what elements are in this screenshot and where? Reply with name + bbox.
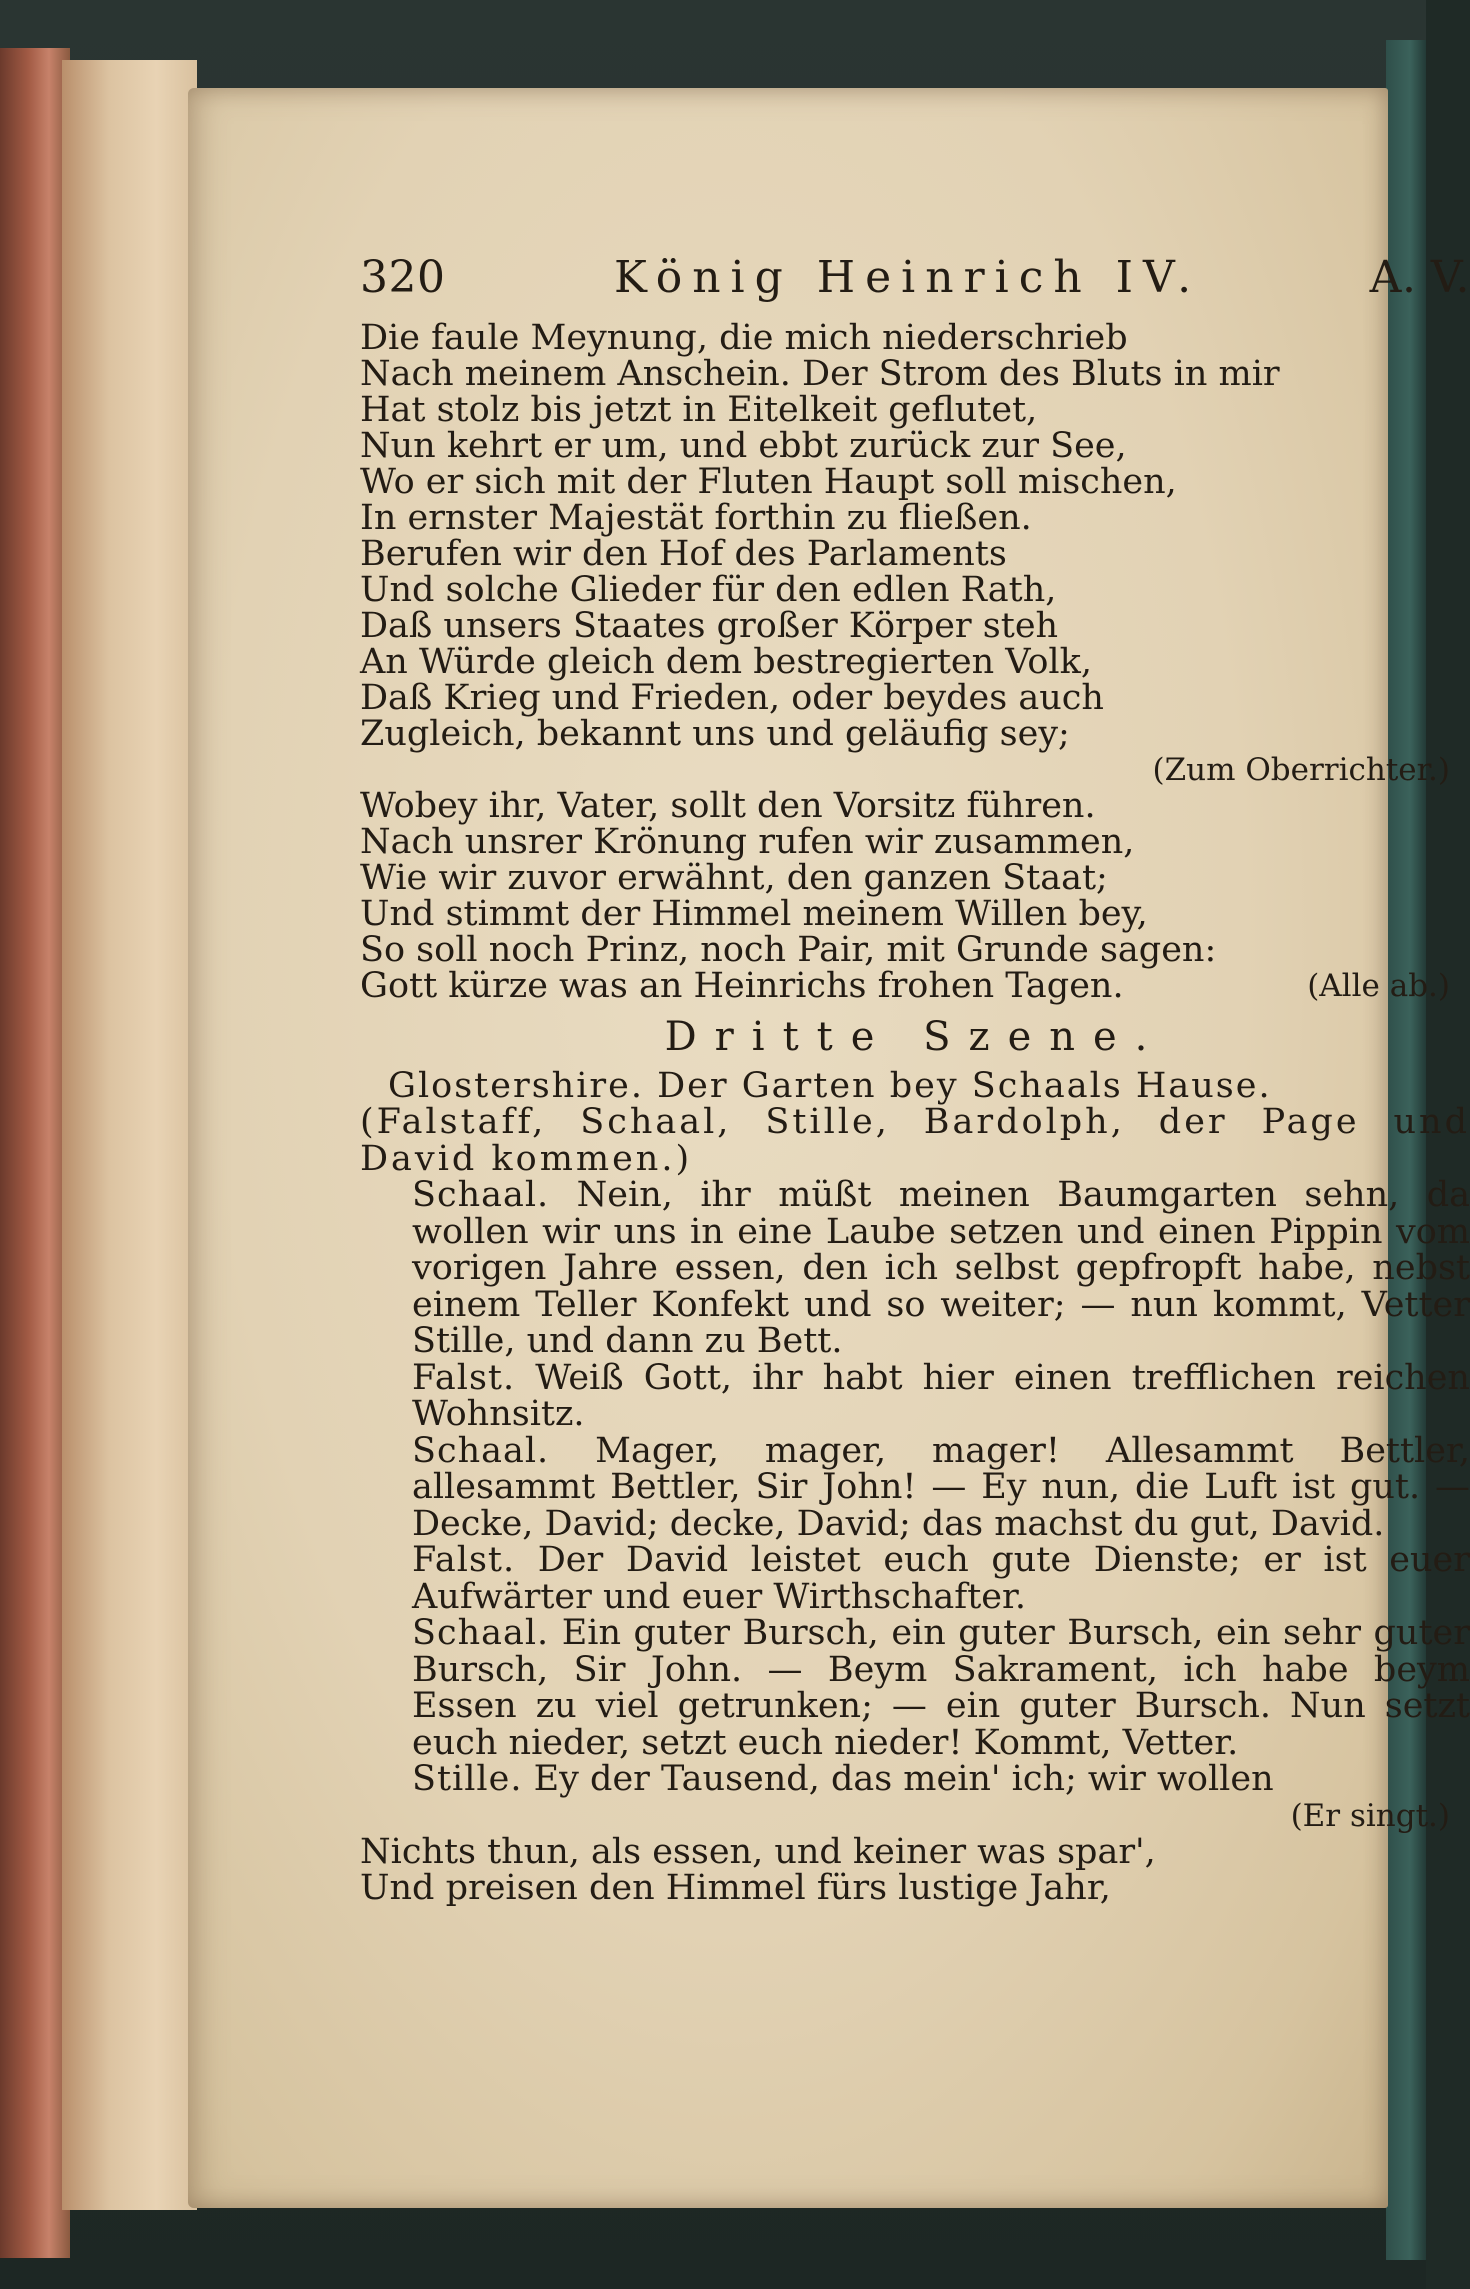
page-edges — [62, 60, 197, 2210]
page-text — [360, 248, 1470, 1906]
song-line: Nichts thun, als essen, und keiner was spar', — [360, 1831, 1156, 1872]
speaker-name: Falst. — [412, 1357, 516, 1398]
verse-line-with-exit — [360, 968, 1470, 1004]
verse-line: Zugleich, bekannt uns und geläufig sey; — [360, 714, 1070, 754]
speech-text: Weiß Gott, ihr habt hier einen trefflichen reichen Wohnsitz. — [412, 1357, 1470, 1434]
speaker-name: Falst. — [412, 1540, 516, 1580]
dialogue — [360, 1177, 1470, 1798]
stage-direction: (Zum Oberrichter.) — [1152, 752, 1450, 788]
running-header — [360, 248, 1470, 308]
verse-line: Und stimmt der Himmel meinem Willen bey, — [360, 894, 1148, 934]
scene-heading: Dritte Szene. — [664, 1014, 1166, 1060]
verse-line: Und solche Glieder für den edlen Rath, — [360, 570, 1057, 610]
verse-line: So soll noch Prinz, noch Pair, mit Grunde sagen: — [360, 930, 1217, 970]
stage-entry: (Falstaff, Schaal, Stille, Bardolph, der Page und David kommen.) — [360, 1102, 1470, 1179]
speaker-name: Schaal. — [412, 1430, 550, 1471]
verse-line: Nun kehrt er um, und ebbt zurück zur See, — [360, 426, 1127, 466]
song — [360, 1831, 1470, 1908]
verse-line: Hat stolz bis jetzt in Eitelkeit geflutet, — [360, 390, 1038, 430]
verse-line: In ernster Majestät forthin zu fließen. — [360, 498, 1032, 538]
scene-setting: Glostershire. Der Garten bey Schaals Hause. — [388, 1066, 1272, 1106]
speech — [360, 1542, 1470, 1615]
song-line: Und preisen den Himmel fürs lustige Jahr, — [360, 1867, 1111, 1908]
speaker-name: Stille. — [412, 1759, 523, 1799]
speaker-name: Schaal. — [412, 1175, 550, 1215]
running-title: König Heinrich IV. — [614, 252, 1202, 303]
verse-line: Daß Krieg und Frieden, oder beydes auch — [360, 678, 1104, 718]
page-number: 320 — [360, 252, 446, 303]
verse-line: Daß unsers Staates großer Körper steh — [360, 606, 1059, 646]
act-label: A. V. — [1369, 252, 1470, 303]
speech-text: Mager, mager, mager! Allesammt Bettler, allesammt Bettler, Sir John! — Ey nun, die Luft ist gut. — Decke, David; decke, David; das machst du gut, David. — [412, 1430, 1470, 1544]
verse-line: Wobey ihr, Vater, sollt den Vorsitz führen. — [360, 786, 1096, 826]
verse-block-2 — [360, 788, 1470, 1004]
speech — [360, 1761, 1470, 1798]
book-cover-left — [0, 48, 70, 2258]
verse-line: Berufen wir den Hof des Parlaments — [360, 534, 1007, 574]
speech-text: Nein, ihr müßt meinen Baumgarten sehn, da wollen wir uns in eine Laube setzen und einen Pippin vom vorigen Jahre essen, den ich selbst gepfropft habe, nebst einem Teller Konfekt und so weiter; — nun kommt, Vetter Stille, und dann zu Bett. — [412, 1175, 1470, 1361]
speech-text: Ein guter Bursch, ein guter Bursch, ein sehr guter Bursch, Sir John. — Beym Sakrament, ich habe beym Essen zu viel getrunken; — ein guter Bursch. Nun setzt euch nieder, setzt euch nieder! Kommt, Vetter. — [412, 1613, 1470, 1763]
speaker-name: Schaal. — [412, 1613, 550, 1653]
stage-direction-exit: (Alle ab.) — [1307, 968, 1450, 1004]
book-page — [188, 88, 1470, 2208]
stage-direction-sing: (Er singt.) — [1290, 1797, 1450, 1834]
verse-line: An Würde gleich dem bestregierten Volk, — [360, 642, 1092, 682]
speech-text: Ey der Tausend, das mein' ich; wir wollen — [533, 1759, 1274, 1799]
speech-text: Der David leistet euch gute Dienste; er ist euer Aufwärter und euer Wirthschafter. — [412, 1540, 1470, 1617]
speech — [360, 1615, 1470, 1761]
speech — [360, 1357, 1470, 1434]
verse-line: Nach meinem Anschein. Der Strom des Bluts in mir — [360, 354, 1280, 394]
speech — [360, 1177, 1470, 1360]
verse-line: Wie wir zuvor erwähnt, den ganzen Staat; — [360, 858, 1108, 898]
verse-block-1 — [360, 320, 1470, 752]
verse-line: Nach unsrer Krönung rufen wir zusammen, — [360, 822, 1135, 862]
verse-line: Wo er sich mit der Fluten Haupt soll mischen, — [360, 462, 1177, 502]
speech — [360, 1430, 1470, 1544]
verse-line: Gott kürze was an Heinrichs frohen Tagen. — [360, 966, 1124, 1006]
verse-line: Die faule Meynung, die mich niederschrieb — [360, 318, 1128, 358]
